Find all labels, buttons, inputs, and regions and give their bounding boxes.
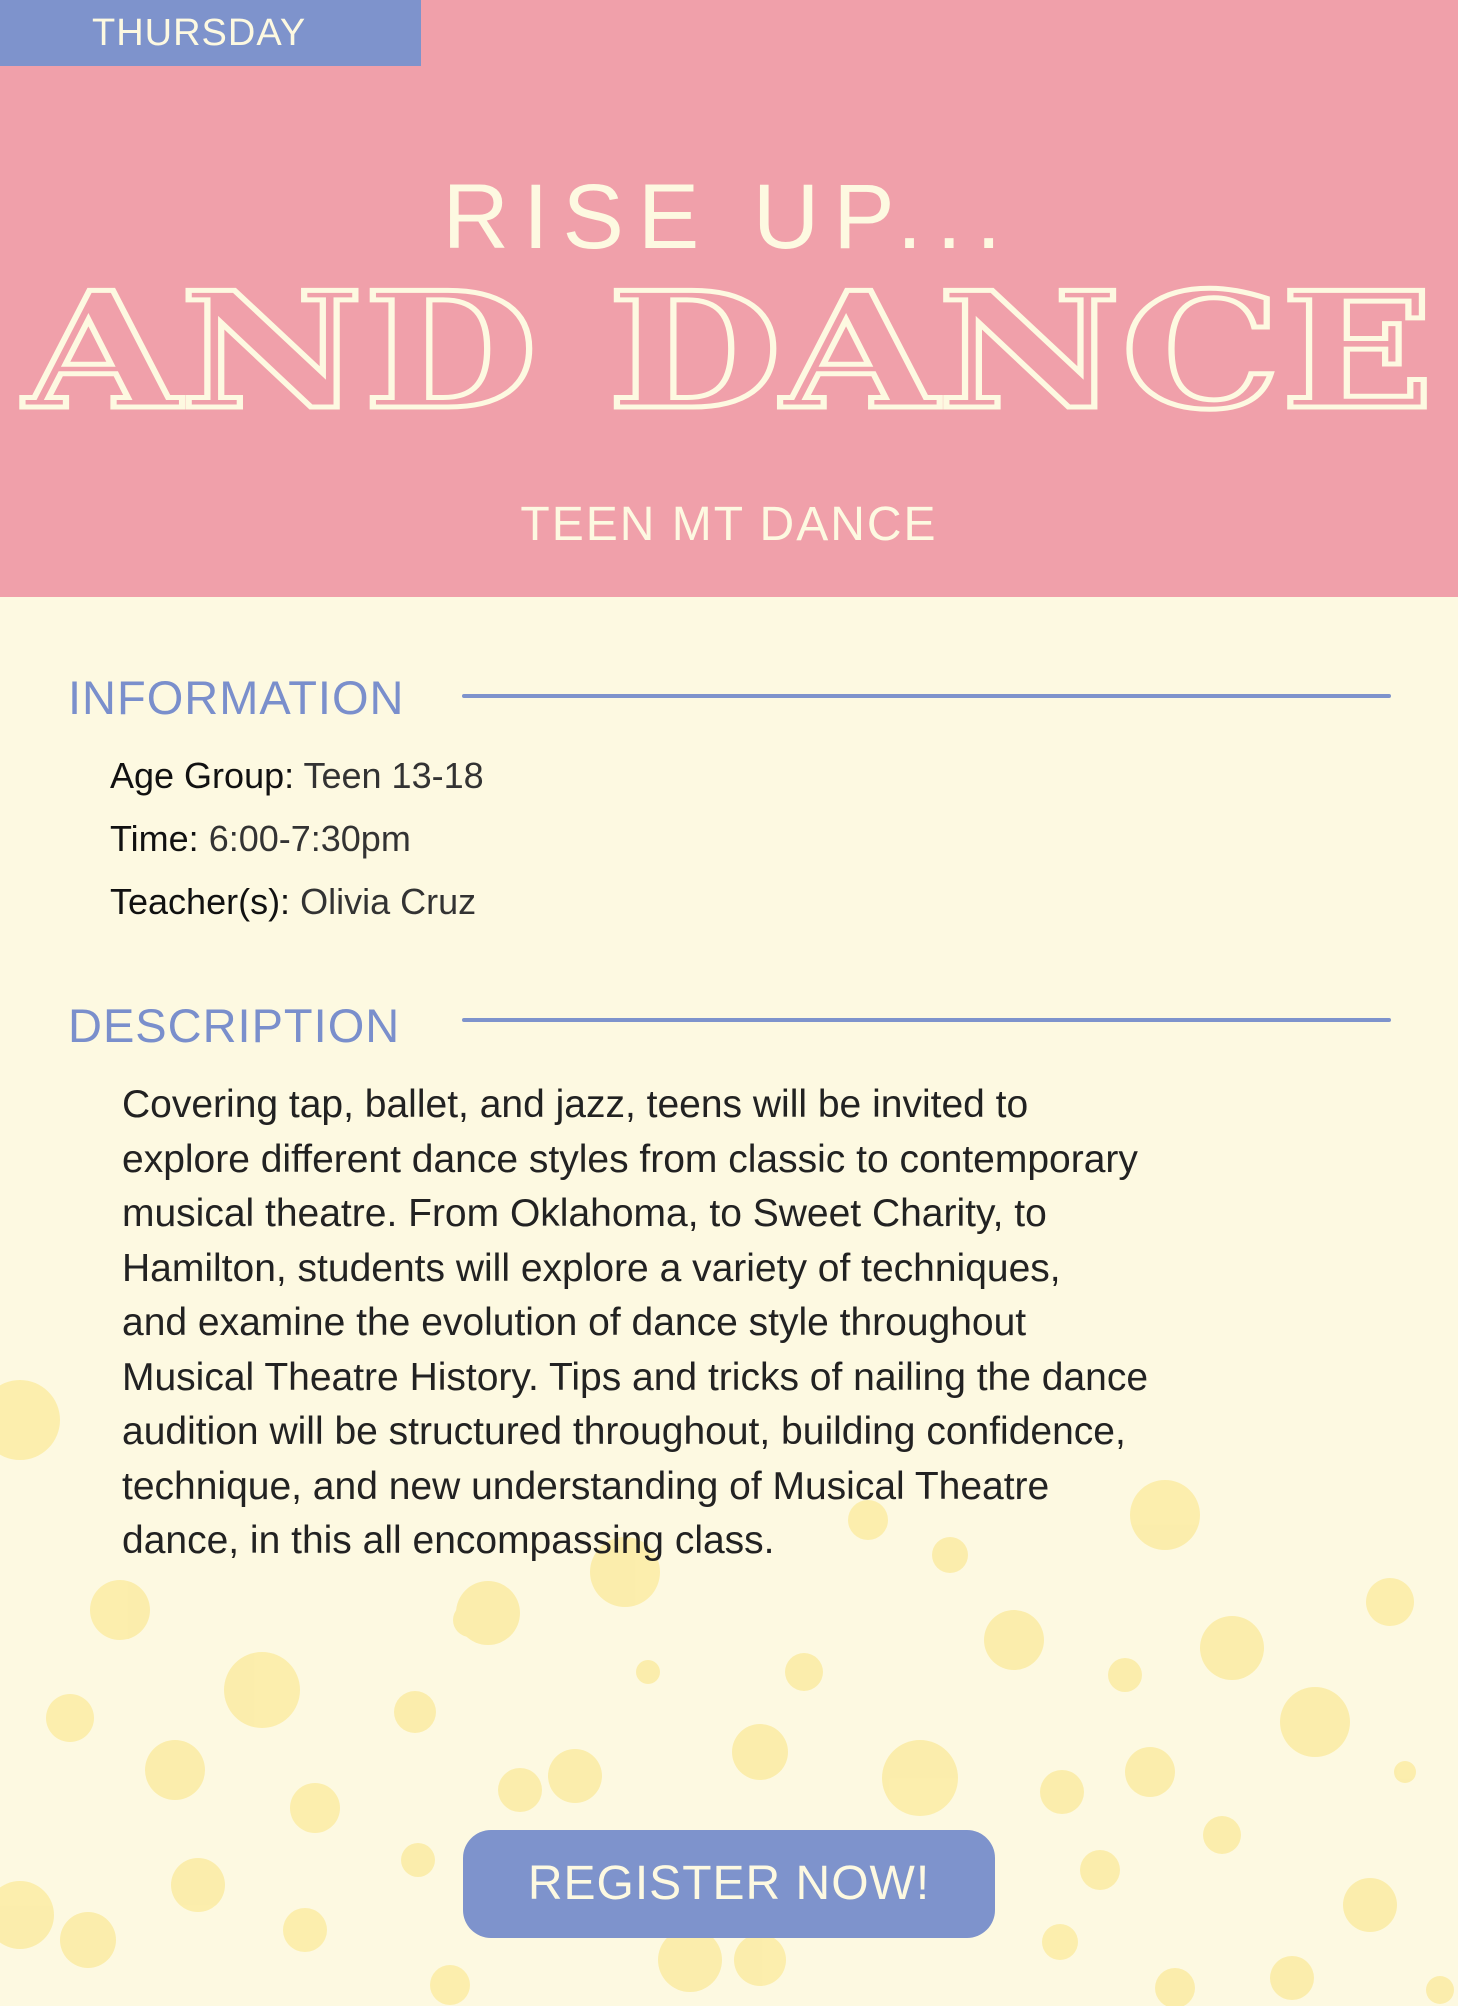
description-line: technique, and new understanding of Musical Theatre xyxy=(122,1464,1050,1508)
description-heading: DESCRIPTION xyxy=(68,999,401,1052)
info-label: Age Group: xyxy=(110,755,295,796)
info-value: Teen 13-18 xyxy=(303,755,484,796)
description-body xyxy=(122,1078,1362,1569)
description-line: Covering tap, ballet, and jazz, teens will be invited to xyxy=(122,1083,1029,1126)
description-line: Hamilton, students will explore a variety of techniques, xyxy=(122,1246,1061,1290)
header-banner xyxy=(0,0,1458,597)
description-line: explore different dance styles from classic to contemporary xyxy=(122,1137,1138,1181)
info-value: Olivia Cruz xyxy=(300,881,477,922)
description-line: musical theatre. From Oklahoma, to Sweet Charity, to xyxy=(122,1192,1047,1235)
class-name: TEEN MT DANCE xyxy=(520,498,938,551)
title-graphic xyxy=(0,262,1458,432)
description-line: dance, in this all encompassing class. xyxy=(122,1519,775,1562)
info-teacher xyxy=(110,880,476,924)
page-title: AND DANCE xyxy=(21,262,1434,432)
info-label: Time: xyxy=(110,818,199,859)
description-line: and examine the evolution of dance style throughout xyxy=(122,1301,1027,1344)
description-divider xyxy=(462,1018,1391,1022)
info-age-group xyxy=(110,754,484,798)
information-heading: INFORMATION xyxy=(68,671,405,724)
info-label: Teacher(s): xyxy=(110,881,291,922)
info-value: 6:00-7:30pm xyxy=(208,818,411,859)
description-line: Musical Theatre History. Tips and tricks of nailing the dance xyxy=(122,1355,1149,1399)
day-tag: THURSDAY xyxy=(0,0,421,66)
information-divider xyxy=(462,694,1391,698)
register-now-button[interactable]: REGISTER NOW! xyxy=(463,1830,995,1938)
tagline: RISE UP... xyxy=(442,166,1016,268)
description-line: audition will be structured throughout, building confidence, xyxy=(122,1410,1126,1453)
info-time xyxy=(110,817,411,861)
